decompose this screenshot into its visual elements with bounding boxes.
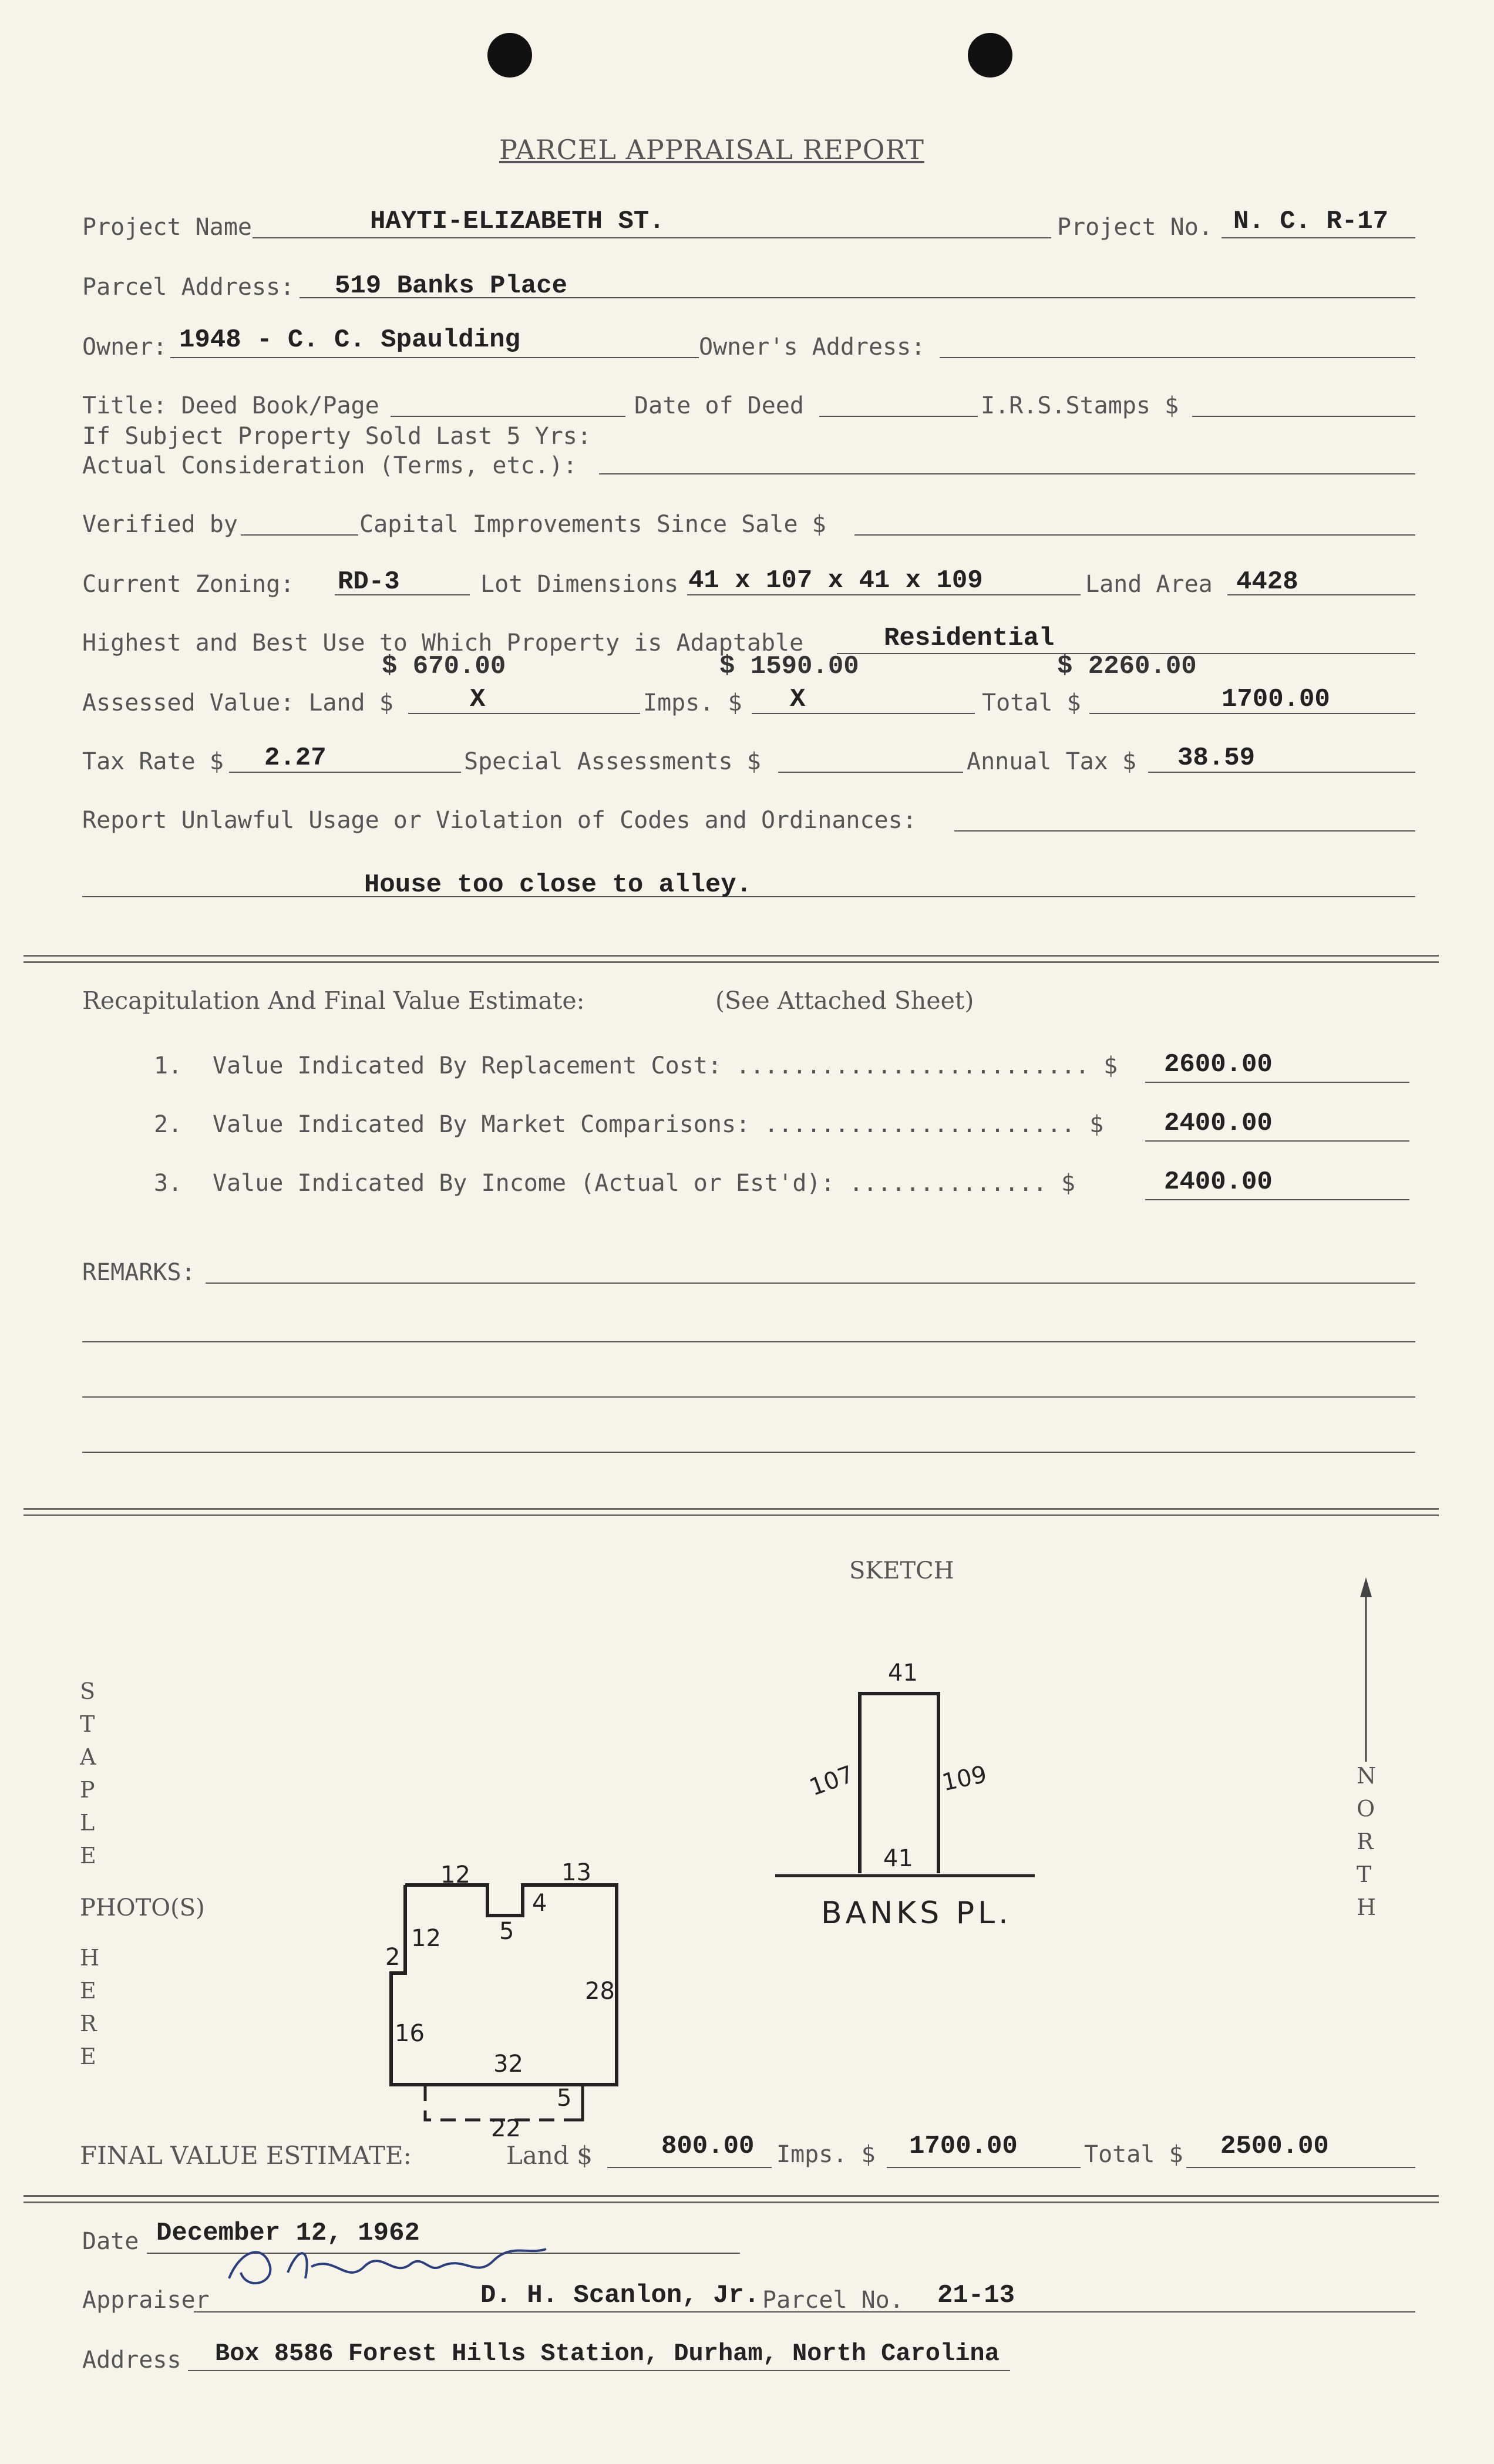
staple-label: STAPLE [80, 1678, 96, 1869]
deed-book-label: Title: Deed Book/Page [82, 392, 379, 419]
sketch-heading: SKETCH [849, 1557, 954, 1584]
consideration-label: Actual Consideration (Terms, etc.): [82, 452, 577, 479]
appraiser-label: Appraiser [82, 2287, 210, 2314]
recap-item-label: Value Indicated By Replacement Cost: ......................... $ [213, 1052, 1118, 1079]
house-dimension-label: 12 [440, 1862, 470, 1889]
section-divider [23, 1508, 1439, 1516]
verified-by-label: Verified by [82, 511, 238, 538]
punch-hole [487, 33, 532, 78]
photos-label: PHOTO(S) [80, 1894, 205, 1921]
punch-hole [968, 33, 1012, 78]
final-total-value: 2500.00 [1220, 2132, 1329, 2161]
recap-heading: Recapitulation And Final Value Estimate: [82, 987, 585, 1015]
here-label: HERE [80, 1945, 100, 2069]
section-divider [23, 955, 1439, 963]
tax-rate-label: Tax Rate $ [82, 748, 224, 775]
lot-bottom-dimension: 41 [883, 1845, 913, 1872]
parcel-no-label: Parcel No. [762, 2287, 904, 2314]
assessed-land-label: Assessed Value: Land $ [82, 689, 393, 716]
recap-item-value: 2400.00 [1164, 1109, 1273, 1138]
address-value: Box 8586 Forest Hills Station, Durham, North Carolina [215, 2340, 1000, 2368]
recap-item-value: 2400.00 [1164, 1167, 1273, 1197]
final-land-value: 800.00 [661, 2132, 755, 2161]
project-no-value: N. C. R-17 [1233, 207, 1389, 236]
special-assessments-label: Special Assessments $ [464, 748, 761, 775]
owner-value: 1948 - C. C. Spaulding [179, 325, 520, 355]
tax-rate-value: 2.27 [264, 743, 327, 773]
land-area-label: Land Area [1085, 571, 1213, 598]
form-title: PARCEL APPRAISAL REPORT [499, 134, 924, 166]
recap-item-label: Value Indicated By Market Comparisons: ...................... $ [213, 1111, 1104, 1138]
parcel-address-value: 519 Banks Place [335, 271, 568, 301]
north-label: NORTH [1357, 1763, 1377, 1920]
current-zoning-value: RD-3 [338, 567, 400, 597]
final-land-label: Land $ [506, 2141, 593, 2170]
house-dimension-label: 4 [532, 1890, 547, 1917]
recap-note: (See Attached Sheet) [715, 987, 974, 1015]
recap-item-number: 2. [154, 1111, 183, 1138]
date-of-deed-label: Date of Deed [634, 392, 804, 419]
total-label: Total $ [982, 689, 1081, 716]
project-no-label: Project No. [1057, 214, 1213, 241]
violation-label: Report Unlawful Usage or Violation of Codes and Ordinances: [82, 807, 917, 834]
recap-item-label: Value Indicated By Income (Actual or Est'd): .............. $ [213, 1170, 1076, 1197]
remarks-line [206, 1283, 1415, 1284]
address-label: Address [82, 2347, 181, 2374]
remarks-line [82, 1341, 1415, 1342]
house-dimension-label: 32 [493, 2051, 523, 2078]
appraiser-name: D. H. Scanlon, Jr. [480, 2281, 760, 2310]
annual-tax-label: Annual Tax $ [967, 748, 1136, 775]
house-dimension-label: 28 [585, 1978, 615, 2005]
date-value: December 12, 1962 [156, 2219, 420, 2248]
assessed-land-value: X [470, 685, 486, 714]
date-label: Date [82, 2228, 139, 2255]
project-name-label: Project Name [82, 214, 252, 241]
land-handwritten-value: $ 670.00 [382, 652, 506, 681]
lot-top-dimension: 41 [888, 1660, 918, 1687]
project-name-value: HAYTI-ELIZABETH ST. [370, 207, 665, 236]
final-total-label: Total $ [1084, 2141, 1183, 2168]
house-dimension-label: 12 [411, 1925, 441, 1952]
imps-handwritten-value: $ 1590.00 [719, 652, 859, 681]
lot-dimensions-label: Lot Dimensions [480, 571, 679, 598]
parcel-no-value: 21-13 [937, 2281, 1015, 2310]
violation-value: House too close to alley. [364, 870, 752, 900]
best-use-label: Highest and Best Use to Which Property is Adaptable [82, 630, 804, 657]
final-imps-label: Imps. $ [776, 2141, 876, 2168]
imps-value: X [790, 685, 806, 714]
final-value-label: FINAL VALUE ESTIMATE: [80, 2141, 412, 2170]
section-divider [23, 2195, 1439, 2203]
remarks-line [82, 1452, 1415, 1453]
house-dimension-label: 22 [491, 2115, 521, 2142]
remarks-line [82, 1396, 1415, 1398]
street-label: BANKS PL. [821, 1896, 1012, 1931]
remarks-label: REMARKS: [82, 1259, 196, 1286]
house-dimension-label: 13 [561, 1859, 591, 1886]
annual-tax-value: 38.59 [1177, 743, 1256, 773]
house-dimension-label: 5 [557, 2085, 572, 2112]
lot-dimensions-value: 41 x 107 x 41 x 109 [688, 566, 983, 595]
total-handwritten-value: $ 2260.00 [1057, 652, 1197, 681]
best-use-value: Residential [884, 624, 1055, 653]
land-area-value: 4428 [1236, 567, 1298, 597]
sold-last-label: If Subject Property Sold Last 5 Yrs: [82, 423, 591, 450]
capital-improvements-label: Capital Improvements Since Sale $ [359, 511, 826, 538]
parcel-address-label: Parcel Address: [82, 274, 295, 301]
recap-item-number: 1. [154, 1052, 183, 1079]
final-imps-value: 1700.00 [909, 2132, 1018, 2161]
total-value: 1700.00 [1222, 685, 1330, 714]
house-dimension-label: 2 [385, 1944, 401, 1971]
owner-label: Owner: [82, 334, 167, 361]
house-dimension-label: 5 [499, 1918, 514, 1945]
house-dimension-label: 16 [395, 2020, 425, 2047]
imps-label: Imps. $ [643, 689, 742, 716]
lot-left-dimension: 107 [806, 1761, 857, 1802]
owners-address-label: Owner's Address: [699, 334, 926, 361]
lot-right-dimension: 109 [940, 1761, 990, 1797]
irs-stamps-label: I.R.S.Stamps $ [981, 392, 1179, 419]
recap-item-value: 2600.00 [1164, 1050, 1273, 1079]
north-arrow-icon [1348, 1574, 1384, 1768]
recap-item-number: 3. [154, 1170, 183, 1197]
current-zoning-label: Current Zoning: [82, 571, 295, 598]
